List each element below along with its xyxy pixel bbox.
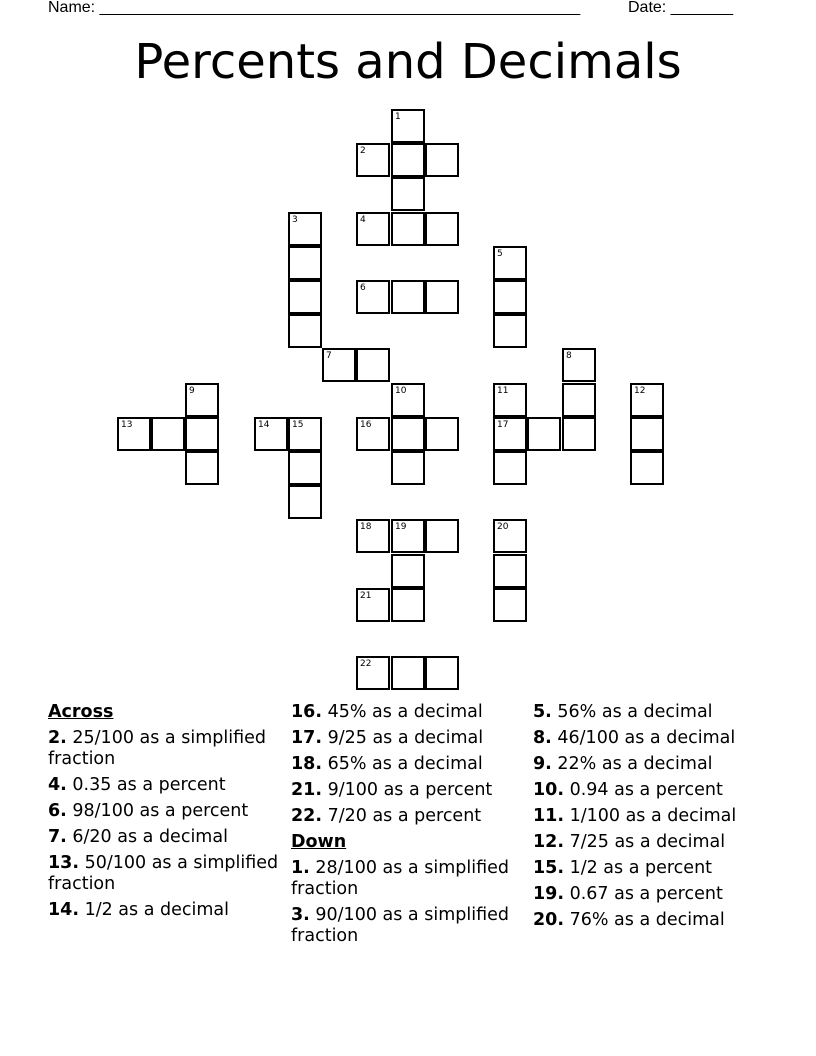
clue-number: 11. (533, 806, 565, 826)
crossword-cell[interactable] (254, 417, 288, 451)
crossword-cell[interactable] (288, 314, 322, 348)
clue-number: 12. (533, 832, 565, 852)
cell-number: 12 (634, 386, 646, 396)
crossword-cell[interactable] (493, 519, 527, 553)
clue-number: 15. (533, 858, 565, 878)
clue-number: 22. (291, 806, 323, 826)
crossword-cell[interactable] (356, 519, 390, 553)
clue-item (48, 801, 284, 822)
crossword-cell[interactable] (356, 417, 390, 451)
clue-number: 9. (533, 754, 552, 774)
crossword-cell[interactable] (493, 280, 527, 314)
clue-item (48, 728, 284, 770)
cell-number: 16 (360, 420, 372, 430)
clue-text: 90/100 as a simplified fraction (291, 905, 509, 946)
clue-text: 0.35 as a percent (66, 775, 226, 795)
clue-number: 13. (48, 853, 80, 873)
clue-number: 21. (291, 780, 323, 800)
cell-number: 21 (360, 591, 372, 601)
clue-item (291, 780, 527, 801)
date-field-label: Date: _______ (628, 0, 733, 16)
cell-number: 2 (360, 146, 366, 156)
crossword-cell[interactable] (630, 417, 664, 451)
crossword-cell[interactable] (425, 143, 459, 177)
clue-item (48, 900, 284, 921)
clue-item (291, 728, 527, 749)
name-field-label: Name: ______________________________________________________ (48, 0, 581, 16)
clue-number: 17. (291, 728, 323, 748)
clue-item (48, 827, 284, 848)
down-clue-list-continued (533, 702, 769, 931)
cell-number: 11 (497, 386, 509, 396)
clues-column-2 (291, 702, 527, 952)
clue-item (533, 910, 769, 931)
clues-column-3 (533, 702, 769, 936)
clue-number: 20. (533, 910, 565, 930)
clue-text: 25/100 as a simplified fraction (48, 728, 266, 769)
crossword-cell[interactable] (185, 417, 219, 451)
crossword-cell[interactable] (493, 383, 527, 417)
cell-number: 15 (292, 420, 304, 430)
clue-number: 2. (48, 728, 67, 748)
clue-text: 7/20 as a percent (322, 806, 482, 826)
clue-number: 6. (48, 801, 67, 821)
clue-text: 45% as a decimal (322, 702, 483, 722)
clue-number: 4. (48, 775, 67, 795)
clue-number: 10. (533, 780, 565, 800)
crossword-cell[interactable] (391, 383, 425, 417)
crossword-cell[interactable] (493, 246, 527, 280)
clue-text: 22% as a decimal (551, 754, 713, 774)
crossword-cell[interactable] (322, 348, 356, 382)
clue-number: 14. (48, 900, 80, 920)
clue-item (291, 905, 527, 947)
crossword-cell[interactable] (185, 451, 219, 485)
page-title: Percents and Decimals (134, 34, 682, 90)
clue-text: 28/100 as a simplified fraction (291, 858, 509, 899)
crossword-cell[interactable] (493, 554, 527, 588)
cell-number: 22 (360, 659, 372, 669)
crossword-cell[interactable] (391, 212, 425, 246)
crossword-cell[interactable] (391, 451, 425, 485)
clue-text: 98/100 as a percent (66, 801, 249, 821)
crossword-cell[interactable] (288, 417, 322, 451)
crossword-cell[interactable] (356, 588, 390, 622)
clue-item (533, 806, 769, 827)
crossword-cell[interactable] (391, 588, 425, 622)
crossword-cell[interactable] (391, 143, 425, 177)
clue-item (533, 884, 769, 905)
crossword-cell[interactable] (425, 280, 459, 314)
clue-text: 7/25 as a decimal (564, 832, 726, 852)
clue-number: 19. (533, 884, 565, 904)
crossword-cell[interactable] (425, 212, 459, 246)
clue-number: 16. (291, 702, 323, 722)
crossword-cell[interactable] (493, 314, 527, 348)
crossword-cell[interactable] (493, 588, 527, 622)
crossword-cell[interactable] (562, 348, 596, 382)
cell-number: 13 (121, 420, 133, 430)
crossword-cell[interactable] (527, 417, 561, 451)
crossword-cell[interactable] (391, 417, 425, 451)
clue-item (533, 858, 769, 879)
crossword-cell[interactable] (117, 417, 151, 451)
cell-number: 6 (360, 283, 366, 293)
clue-item (48, 775, 284, 796)
crossword-cell[interactable] (185, 383, 219, 417)
crossword-cell[interactable] (288, 212, 322, 246)
crossword-cell[interactable] (562, 383, 596, 417)
cell-number: 10 (395, 386, 407, 396)
clue-item (291, 858, 527, 900)
crossword-cell[interactable] (356, 656, 390, 690)
clue-text: 6/20 as a decimal (66, 827, 228, 847)
clue-number: 7. (48, 827, 67, 847)
crossword-cell[interactable] (356, 212, 390, 246)
clue-text: 9/25 as a decimal (322, 728, 484, 748)
crossword-cell[interactable] (288, 246, 322, 280)
crossword-cell[interactable] (288, 280, 322, 314)
cell-number: 19 (395, 522, 407, 532)
clue-text: 0.67 as a percent (564, 884, 723, 904)
down-heading: Down (291, 832, 347, 852)
clue-text: 65% as a decimal (322, 754, 483, 774)
crossword-cell[interactable] (630, 451, 664, 485)
crossword-cell[interactable] (391, 177, 425, 211)
crossword-cell[interactable] (288, 485, 322, 519)
clue-text: 0.94 as a percent (564, 780, 723, 800)
cell-number: 4 (360, 215, 366, 225)
crossword-cell[interactable] (425, 656, 459, 690)
clue-item (533, 702, 769, 723)
crossword-cell[interactable] (425, 519, 459, 553)
cell-number: 14 (258, 420, 270, 430)
cell-number: 7 (326, 351, 332, 361)
crossword-cell[interactable] (493, 451, 527, 485)
clues-column-1 (48, 702, 284, 926)
clue-number: 8. (533, 728, 552, 748)
clue-number: 1. (291, 858, 310, 878)
crossword-cell[interactable] (356, 143, 390, 177)
clue-item (533, 780, 769, 801)
crossword-cell[interactable] (391, 656, 425, 690)
clue-item (533, 832, 769, 853)
cell-number: 20 (497, 522, 509, 532)
cell-number: 8 (566, 351, 572, 361)
clue-item (533, 728, 769, 749)
across-heading: Across (48, 702, 114, 722)
crossword-cell[interactable] (391, 109, 425, 143)
crossword-cell[interactable] (391, 554, 425, 588)
crossword-cell[interactable] (391, 519, 425, 553)
clue-number: 18. (291, 754, 323, 774)
clue-text: 46/100 as a decimal (551, 728, 736, 748)
clue-text: 50/100 as a simplified fraction (48, 853, 279, 894)
cell-number: 5 (497, 249, 503, 259)
crossword-cell[interactable] (356, 280, 390, 314)
clue-item (291, 754, 527, 775)
clue-item (48, 853, 284, 895)
cell-number: 1 (395, 112, 401, 122)
clue-number: 3. (291, 905, 310, 925)
cell-number: 18 (360, 522, 372, 532)
down-clue-list (291, 858, 527, 947)
clue-text: 56% as a decimal (551, 702, 713, 722)
across-clue-list (48, 728, 284, 921)
clue-text: 1/2 as a decimal (79, 900, 229, 920)
clue-text: 9/100 as a percent (322, 780, 493, 800)
clue-text: 1/100 as a decimal (564, 806, 737, 826)
crossword-cell[interactable] (493, 417, 527, 451)
crossword-cell[interactable] (562, 417, 596, 451)
clue-text: 76% as a decimal (564, 910, 725, 930)
clue-item (291, 806, 527, 827)
clue-number: 5. (533, 702, 552, 722)
clue-item (533, 754, 769, 775)
crossword-cell[interactable] (630, 383, 664, 417)
across-clue-list-continued (291, 702, 527, 827)
crossword-cell[interactable] (391, 280, 425, 314)
cell-number: 3 (292, 215, 298, 225)
crossword-cell[interactable] (288, 451, 322, 485)
cell-number: 17 (497, 420, 509, 430)
clue-text: 1/2 as a percent (564, 858, 713, 878)
cell-number: 9 (189, 386, 195, 396)
crossword-cell[interactable] (356, 348, 390, 382)
crossword-cell[interactable] (425, 417, 459, 451)
crossword-cell[interactable] (151, 417, 185, 451)
clue-item (291, 702, 527, 723)
